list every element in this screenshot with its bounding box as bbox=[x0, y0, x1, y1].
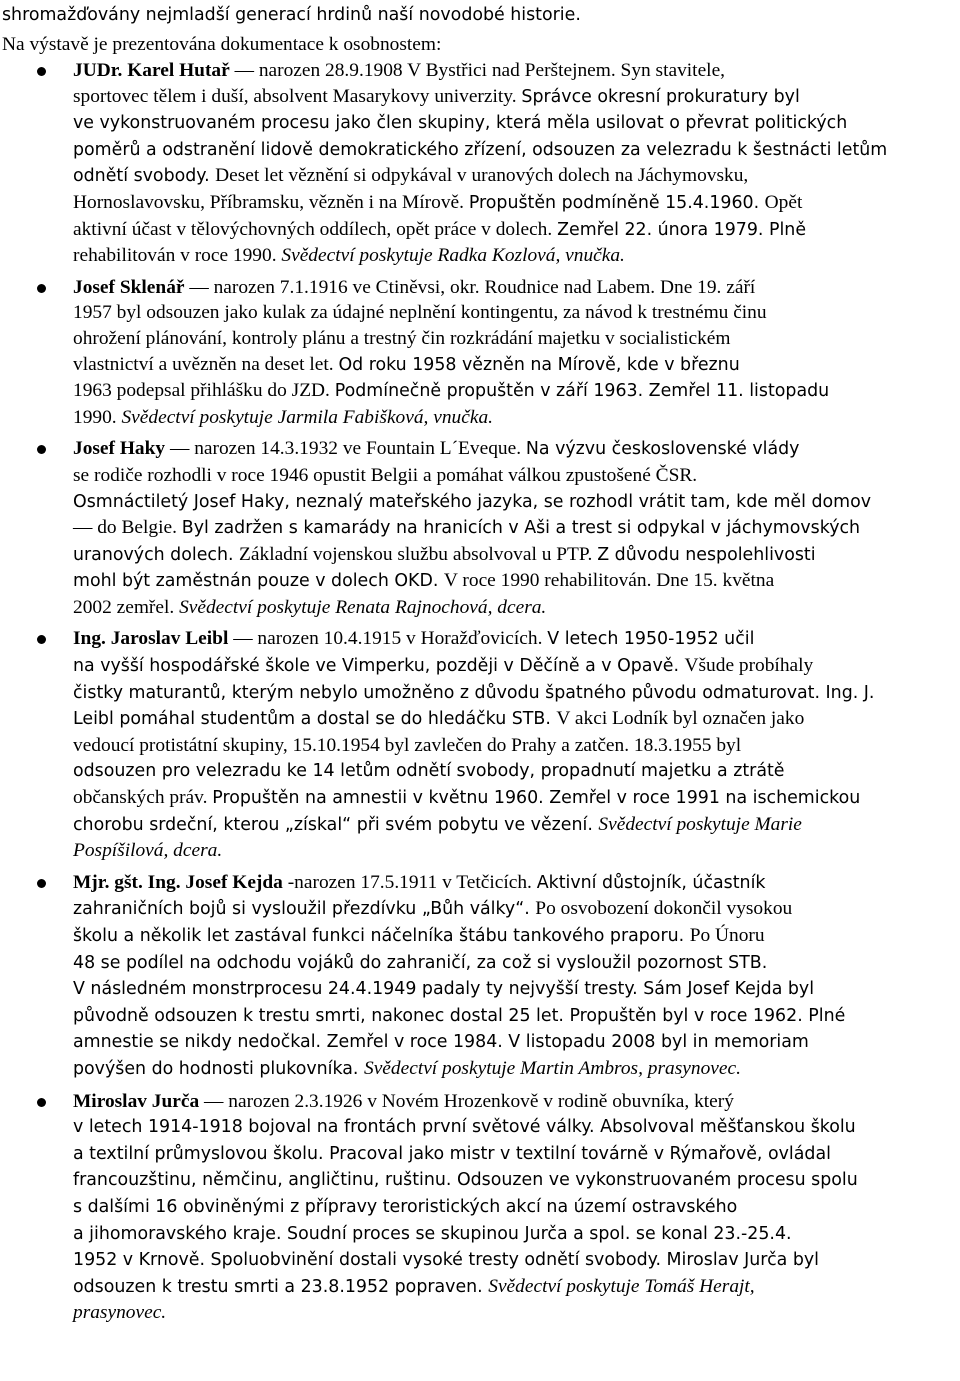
bullet-icon bbox=[37, 879, 46, 888]
text-line bbox=[73, 190, 958, 217]
text-segment: amnestie se nikdy nedočkal. Zemřel v roce 1984. V listopadu 2008 byl in memoriam bbox=[73, 1032, 809, 1053]
text-segment: rehabilitován v roce 1990. bbox=[73, 245, 282, 267]
text-line bbox=[73, 1167, 958, 1194]
text-segment: — narozen 14.3.1932 ve Fountain L´Eveque. bbox=[165, 438, 526, 460]
text-line bbox=[73, 515, 958, 542]
text-line bbox=[73, 733, 958, 759]
text-segment: Na výzvu československé vlády bbox=[525, 439, 800, 460]
text-segment: Leibl pomáhal studentům a dostal se do hledáčku STB. bbox=[73, 709, 557, 730]
intro-line-2: Na výstavě je prezentována dokumentace k osobnostem: bbox=[2, 34, 442, 55]
text-line bbox=[73, 626, 958, 653]
text-segment: 1957 byl odsouzen jako kulak za údajné neplnění kontingentu, za návod k trestnému činu bbox=[73, 302, 767, 324]
testimony-credit: Svědectví poskytuje Jarmila Fabišková, vnučka. bbox=[121, 406, 493, 428]
text-segment: vedoucí protistátní skupiny, 15.10.1954 byl zavlečen do Prahy a zatčen. 18.3.1955 byl bbox=[73, 734, 742, 756]
bullet-icon bbox=[37, 635, 46, 644]
text-line bbox=[73, 1274, 958, 1301]
person-name: JUDr. Karel Hutař bbox=[73, 60, 230, 81]
text-line bbox=[73, 896, 958, 923]
text-line bbox=[73, 1141, 958, 1168]
bullet-icon bbox=[37, 284, 46, 293]
person-name: Ing. Jaroslav Leibl bbox=[73, 628, 229, 650]
text-segment: Hornoslavovsku, Příbramsku, vězněn i na Mírově. bbox=[73, 191, 469, 213]
text-line bbox=[73, 137, 958, 164]
text-segment: V následném monstrprocesu 24.4.1949 padaly ty nejvyšší tresty. Sám Josef Kejda byl bbox=[73, 979, 815, 1000]
testimony-credit: prasynovec. bbox=[73, 1302, 167, 1324]
text-line bbox=[73, 568, 958, 595]
testimony-credit: Svědectví poskytuje Marie bbox=[598, 813, 802, 835]
text-segment: v letech 1914-1918 bojoval na frontách první světové války. Absolvoval měšťanskou školu bbox=[73, 1117, 856, 1138]
text-line bbox=[73, 1056, 958, 1083]
text-line bbox=[73, 1003, 958, 1030]
text-line bbox=[73, 1114, 958, 1141]
text-line bbox=[73, 275, 958, 301]
person-name: Mjr. gšt. Ing. Josef Kejda bbox=[73, 871, 283, 893]
text-segment: uranových dolech. bbox=[73, 544, 240, 565]
person-entry bbox=[0, 275, 958, 431]
text-line bbox=[73, 1247, 958, 1274]
text-segment: 1990. bbox=[73, 406, 122, 428]
text-segment: — narozen 10.4.1915 v Horažďovicích. bbox=[228, 628, 548, 650]
bullet-icon bbox=[37, 67, 46, 76]
person-entry bbox=[0, 870, 958, 1083]
text-segment: Propuštěn podmíněně 15.4.1960. bbox=[468, 192, 765, 213]
person-entry bbox=[0, 626, 958, 863]
text-segment: Byl zadržen s kamarády na hranicích v Aši a trest si odpykal v jáchymovských bbox=[181, 518, 861, 539]
text-segment: odnětí svobody. bbox=[73, 166, 216, 187]
person-entry bbox=[0, 58, 958, 269]
text-segment: odsouzen k trestu smrti a 23.8.1952 popraven. bbox=[73, 1276, 489, 1297]
text-segment: — narozen 28.9.1908 V Bystřici nad Perštejnem. Syn stavitele, bbox=[229, 60, 726, 81]
text-line bbox=[73, 378, 958, 405]
text-line bbox=[73, 300, 958, 326]
text-line bbox=[73, 653, 958, 680]
testimony-credit: Svědectví poskytuje Radka Kozlová, vnučka. bbox=[281, 245, 625, 267]
text-segment: školu a několik let zastával funkci náčelníka štábu tankového praporu. bbox=[73, 926, 690, 946]
text-segment: čistky maturantů, kterým nebylo umožněno z důvodu špatného původu odmaturovat. Ing. J. bbox=[73, 682, 875, 703]
text-segment: odsouzen pro velezradu ke 14 letům odnětí svobody, propadnutí majetku a ztrátě bbox=[73, 761, 785, 782]
text-segment: se rodiče rozhodli v roce 1946 opustit Belgii a pomáhat válkou zpustošené ČSR. bbox=[73, 464, 698, 486]
person-name: Josef Haky bbox=[73, 438, 166, 460]
text-line bbox=[73, 489, 958, 516]
text-segment: — do Belgie. bbox=[73, 517, 182, 539]
text-segment: Po osvobození dokončil vysokou bbox=[535, 898, 793, 920]
text-line bbox=[73, 680, 958, 707]
person-name: Josef Sklenář bbox=[73, 276, 185, 298]
text-line bbox=[73, 838, 958, 864]
text-segment: 48 se podílel na odchodu vojáků do zahraničí, za což si vysloužil pozornost STB. bbox=[73, 952, 768, 973]
text-line bbox=[73, 326, 958, 352]
text-line bbox=[73, 110, 958, 137]
text-line bbox=[73, 1300, 958, 1326]
person-entry bbox=[0, 1089, 958, 1326]
text-segment: 2002 zemřel. bbox=[73, 596, 180, 618]
text-segment: Osmnáctiletý Josef Haky, neznalý mateřského jazyka, se rozhodl vrátit tam, kde měl domov bbox=[73, 491, 872, 512]
testimony-credit: Svědectví poskytuje Renata Rajnochová, dcera. bbox=[179, 596, 547, 618]
testimony-credit: Pospíšilová, dcera. bbox=[73, 840, 223, 862]
text-segment: — narozen 7.1.1916 ve Ctiněvsi, okr. Roudnice nad Labem. Dne 19. září bbox=[184, 276, 756, 298]
text-line bbox=[73, 1194, 958, 1221]
text-segment: ohrožení plánování, kontroly plánu a trestný čin rozkrádání majetku v socialistickém bbox=[73, 327, 731, 349]
text-segment: francouzštinu, němčinu, angličtinu, ruštinu. Odsouzen ve vykonstruovaném procesu spolu bbox=[73, 1170, 858, 1191]
text-segment: a jihomoravského kraje. Soudní proces se skupinou Jurča a spol. se konal 23.-25.4. bbox=[73, 1223, 792, 1244]
text-segment: povýšen do hodnosti plukovníka. bbox=[73, 1058, 364, 1079]
text-segment: vlastnictví a uvězněn na deset let. bbox=[73, 353, 339, 375]
text-segment: občanských práv. bbox=[73, 787, 213, 809]
text-segment: 1963 podepsal přihlášku do JZD. bbox=[73, 380, 335, 402]
text-segment: — narozen 2.3.1926 v Novém Hrozenkově v rodině obuvníka, který bbox=[199, 1090, 734, 1112]
text-line bbox=[73, 1089, 958, 1115]
testimony-credit: Svědectví poskytuje Martin Ambros, prasynovec. bbox=[364, 1057, 741, 1079]
text-segment: V akci Lodník byl označen jako bbox=[556, 708, 805, 730]
text-segment: Od roku 1958 vězněn na Mírově, kde v březnu bbox=[338, 354, 740, 375]
text-line bbox=[73, 1029, 958, 1056]
text-segment: V roce 1990 rehabilitován. Dne 15. května bbox=[443, 570, 775, 592]
text-segment: chorobu srdeční, kterou „získal“ při svém pobytu ve vězení. bbox=[73, 814, 599, 835]
text-line bbox=[73, 84, 958, 111]
text-line bbox=[73, 542, 958, 569]
text-segment: Deset let věznění si odpykával v uranových dolech na Jáchymovsku, bbox=[215, 165, 749, 187]
text-line bbox=[73, 976, 958, 1003]
person-entry bbox=[0, 436, 958, 620]
text-segment: V letech 1950-1952 učil bbox=[547, 629, 755, 650]
text-segment: původně odsouzen k trestu smrti, nakonec dostal 25 let. Propuštěn byl v roce 1962. Plné bbox=[73, 1005, 846, 1026]
text-line bbox=[73, 785, 958, 812]
text-segment: 1952 v Krnově. Spoluobvinění dostali vysoké tresty odnětí svobody. Miroslav Jurča byl bbox=[73, 1250, 819, 1271]
text-line bbox=[73, 352, 958, 379]
text-segment: poměrů a odstranění lidově demokratického zřízení, odsouzen za velezradu k šestnácti letům bbox=[73, 139, 888, 160]
text-line bbox=[73, 436, 958, 463]
text-line bbox=[73, 595, 958, 621]
person-name: Miroslav Jurča bbox=[73, 1090, 200, 1112]
text-segment: zahraničních bojů si vysloužil přezdívku „Bůh války“. bbox=[73, 899, 536, 920]
text-segment: Opět bbox=[764, 191, 803, 213]
text-segment: a textilní průmyslovou školu. Pracoval jako mistr v textilní továrně v Rýmařově, ovládal bbox=[73, 1143, 831, 1164]
intro-line-1: shromažďovány nejmladší generací hrdinů naší novodobé historie. bbox=[2, 5, 581, 25]
text-line bbox=[73, 923, 958, 950]
text-line bbox=[73, 706, 958, 733]
testimony-credit: Svědectví poskytuje Tomáš Herajt, bbox=[488, 1275, 755, 1297]
text-segment: Zemřel 22. února 1979. Plně bbox=[557, 219, 807, 240]
text-segment: s dalšími 16 obviněnými z přípravy teroristických akcí na území ostravského bbox=[73, 1196, 738, 1217]
text-line bbox=[73, 950, 958, 977]
text-segment: Aktivní důstojník, účastník bbox=[536, 872, 766, 893]
text-segment: Podmínečně propuštěn v září 1963. Zemřel 11. listopadu bbox=[334, 381, 830, 402]
text-line bbox=[73, 870, 958, 897]
text-segment: -narozen 17.5.1911 v Tetčicích. bbox=[282, 871, 537, 893]
text-line bbox=[73, 405, 958, 431]
text-segment: Po Únoru bbox=[689, 925, 765, 946]
text-line bbox=[73, 812, 958, 839]
text-segment: sportovec tělem i duší, absolvent Masarykovy univerzity. bbox=[73, 85, 522, 107]
text-line bbox=[73, 758, 958, 785]
text-line bbox=[73, 243, 958, 269]
bullet-icon bbox=[37, 1098, 46, 1107]
text-segment: ve vykonstruovaném procesu jako člen skupiny, která měla usilovat o převrat politických bbox=[73, 113, 848, 134]
text-segment: Základní vojenskou službu absolvoval u PTP. bbox=[239, 543, 598, 565]
text-segment: Všude probíhaly bbox=[684, 655, 814, 677]
text-segment: Správce okresní prokuratury byl bbox=[521, 86, 800, 107]
text-segment: Z důvodu nespolehlivosti bbox=[597, 544, 816, 565]
text-segment: aktivní účast v tělovýchovných oddílech, opět práce v dolech. bbox=[73, 218, 558, 240]
text-line bbox=[73, 58, 958, 84]
bullet-icon bbox=[37, 445, 46, 454]
text-segment: mohl být zaměstnán pouze v dolech OKD. bbox=[73, 571, 444, 592]
text-line bbox=[73, 463, 958, 489]
text-segment: Propuštěn na amnestii v květnu 1960. Zemřel v roce 1991 na ischemickou bbox=[212, 788, 861, 809]
text-segment: na vyšší hospodářské škole ve Vimperku, později v Děčíně a v Opavě. bbox=[73, 656, 685, 677]
person-list bbox=[0, 58, 958, 1326]
text-line bbox=[73, 217, 958, 244]
text-line bbox=[73, 163, 958, 190]
text-line bbox=[73, 1221, 958, 1248]
